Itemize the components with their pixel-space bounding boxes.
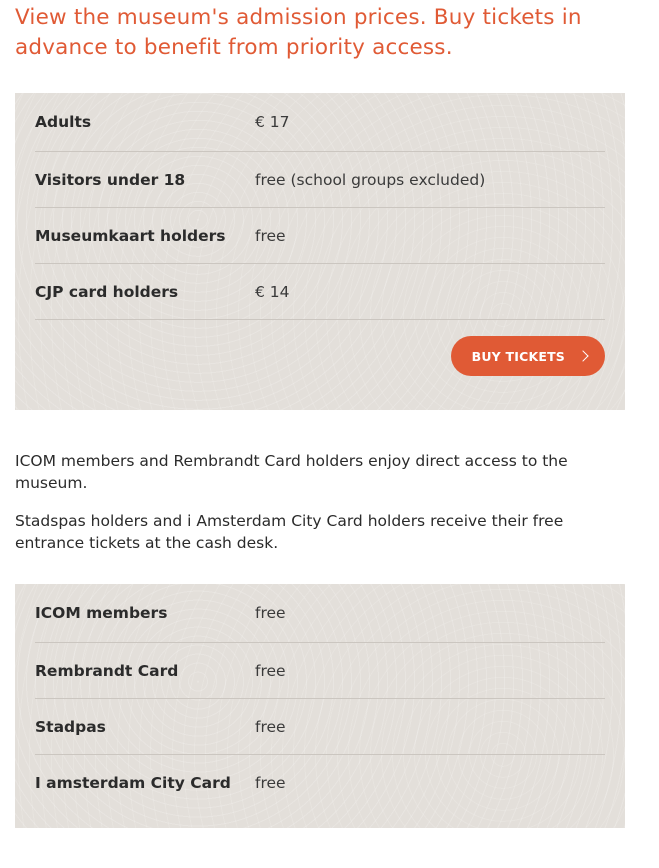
free-row [35, 755, 605, 810]
free-row-value: free [255, 661, 286, 680]
price-row-value: € 14 [255, 282, 290, 301]
free-row [35, 643, 605, 699]
price-row-value: free [255, 226, 286, 245]
price-row-label: Visitors under 18 [35, 170, 186, 189]
buy-tickets-label: BUY TICKETS [471, 348, 565, 364]
free-row-label: I amsterdam City Card [35, 773, 231, 792]
free-row [35, 584, 605, 643]
chevron-right-icon [577, 350, 588, 361]
stadspas-note: Stadspas holders and i Amsterdam City Card holders receive their free entrance tickets at the cash desk. [15, 512, 564, 552]
free-row-value: free [255, 773, 286, 792]
free-row-value: free [255, 604, 286, 622]
free-entry-card [15, 584, 625, 828]
buy-tickets-wrap [35, 320, 605, 376]
page-intro-heading: View the museum's admission prices. Buy tickets in advance to benefit from priority access. [15, 5, 582, 60]
price-row-label: CJP card holders [35, 282, 179, 301]
price-row [35, 93, 605, 152]
price-row-value: € 17 [255, 113, 290, 131]
buy-tickets-button[interactable] [451, 336, 605, 376]
price-row-label: Adults [35, 113, 92, 131]
price-row [35, 152, 605, 208]
price-row-label: Museumkaart holders [35, 226, 226, 245]
free-row-label: Rembrandt Card [35, 661, 179, 680]
price-row [35, 264, 605, 320]
price-row-value: free (school groups excluded) [255, 170, 486, 189]
free-row-label: ICOM members [35, 604, 168, 622]
icom-rembrandt-note: ICOM members and Rembrandt Card holders enjoy direct access to the museum. [15, 452, 568, 492]
free-row [35, 699, 605, 755]
free-row-value: free [255, 717, 286, 736]
admission-prices-card [15, 93, 625, 410]
price-row [35, 208, 605, 264]
free-row-label: Stadpas [35, 717, 106, 736]
